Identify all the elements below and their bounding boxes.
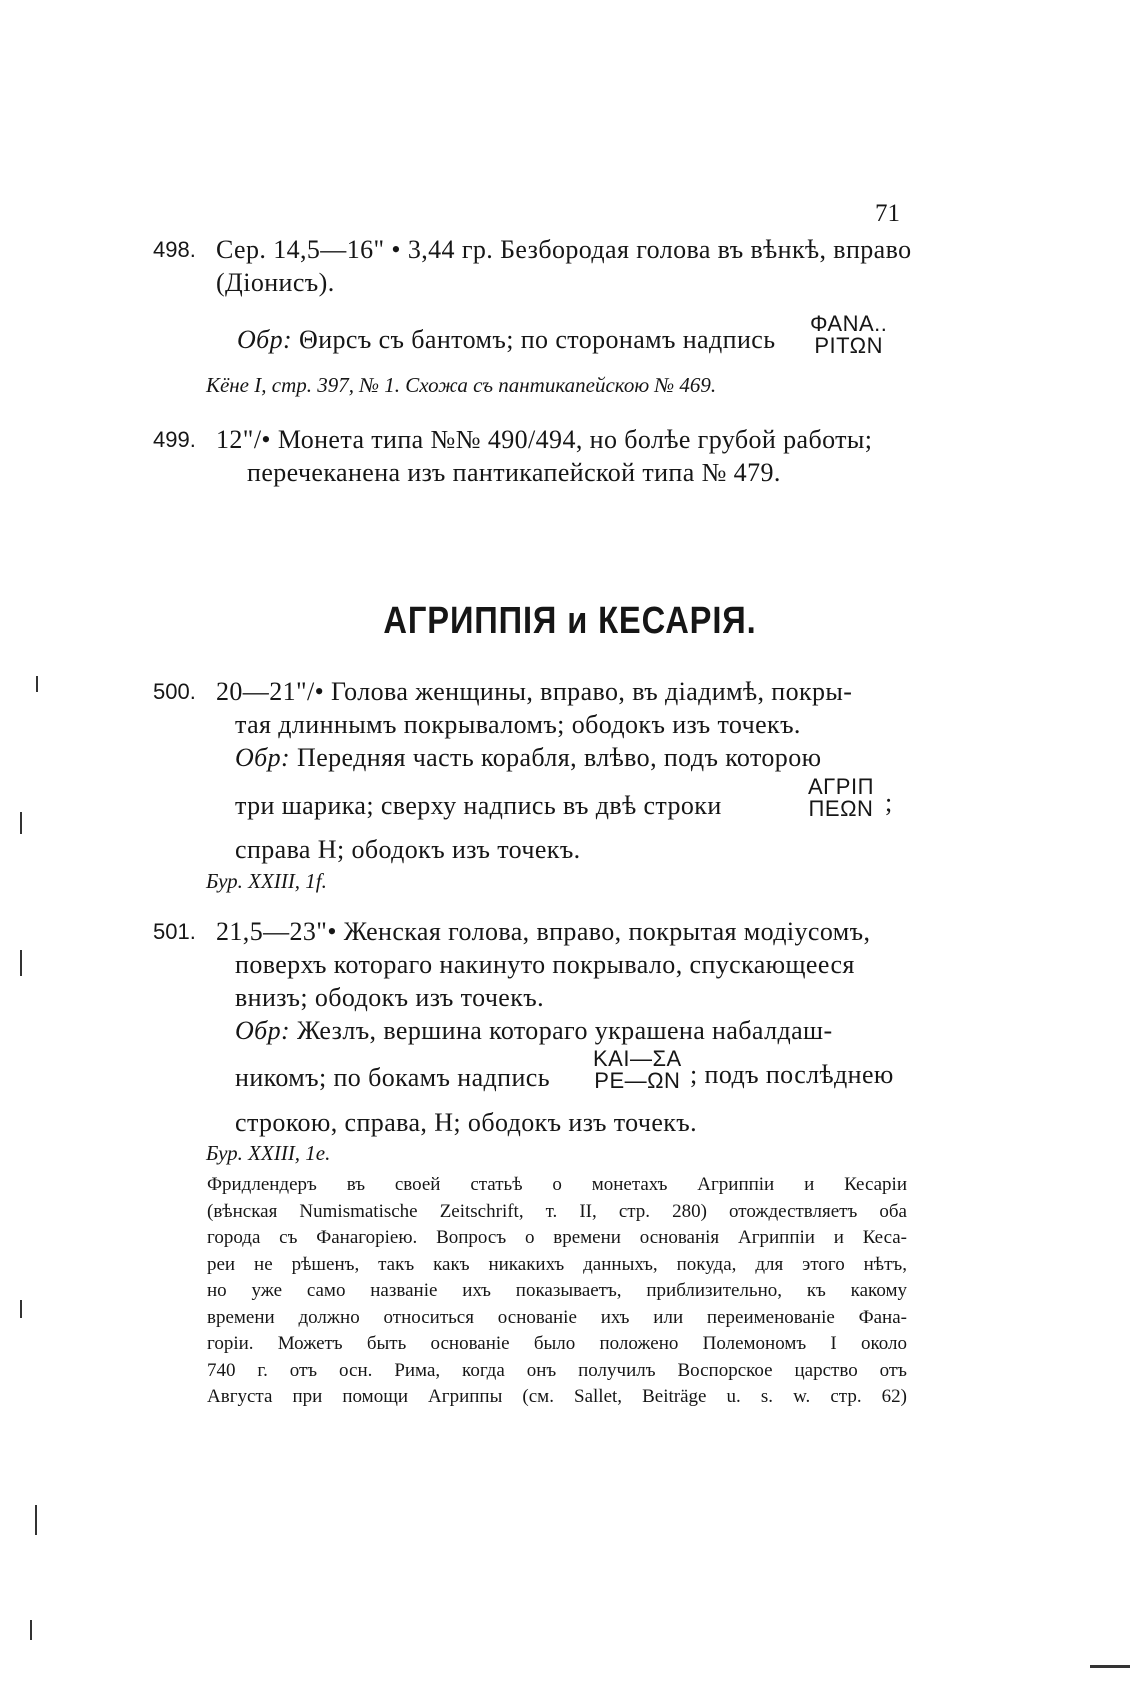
entry-text-line: справа Η; ободокъ изъ точекъ.: [235, 835, 581, 864]
reference-line: Бур. XXIII, 1e.: [206, 1141, 331, 1165]
footnote-line: (вѣнская Numismatische Zeitschrift, т. II, стр. 280) отождествляетъ оба: [207, 1200, 907, 1222]
reference-line: Бур. XXIII, 1f.: [206, 869, 327, 893]
scan-mark: [20, 1300, 22, 1318]
entry-text-line: перечеканена изъ пантикапейской типа № 479.: [247, 458, 781, 487]
entry-number: 501.: [153, 919, 196, 944]
footnote-line: Фридлендеръ въ своей статьѣ о монетахъ Агриппіи и Кесаріи: [207, 1174, 907, 1195]
legend-bottom-line: ΡΙΤΩΝ: [814, 333, 884, 358]
obverse-line: [235, 1016, 833, 1046]
entry-number: 498.: [153, 237, 196, 262]
obverse-label: Обр:: [235, 743, 291, 772]
scan-mark: [35, 1505, 37, 1535]
legend-top-line: ΚΑΙ—ΣΑ: [593, 1046, 682, 1071]
obverse-line: [237, 325, 775, 355]
entry-text-line: никомъ; по бокамъ надпись: [235, 1063, 550, 1092]
footnote-line: времени должно относиться основаніе ихъ или переименованіе Фана-: [207, 1306, 907, 1328]
greek-legend: [808, 776, 874, 820]
entry-text-line: 21,5—23"• Женская голова, вправо, покрытая модіусомъ,: [216, 917, 871, 946]
obverse-label: Обр:: [235, 1016, 291, 1045]
footnote: [207, 1172, 907, 1411]
obverse-text: Жезлъ, вершина котораго украшена набалдаш-: [297, 1016, 833, 1045]
reference-line: Кёне I, стр. 397, № 1. Схожа съ пантикапейскою № 469.: [206, 373, 717, 397]
greek-legend: [810, 313, 887, 357]
legend-top-line: ΑΓΡΙΠ: [808, 774, 874, 799]
footnote-line: реи не рѣшенъ, такъ какъ никакихъ данныхъ, покуда, для этого нѣтъ,: [207, 1253, 907, 1275]
legend-top-line: ΦΑΝΑ..: [810, 311, 888, 336]
entry-text-line: Сер. 14,5—16" • 3,44 гр. Безбородая голова въ вѣнкѣ, вправо: [216, 235, 912, 264]
footnote-line: но уже само названіе ихъ показываетъ, приблизительно, къ какому: [207, 1280, 907, 1301]
footnote-line: горіи. Можетъ быть основаніе было положено Полемономъ I около: [207, 1333, 907, 1354]
footnote-line: Августа при помощи Агриппы (см. Sallet, Beiträge u. s. w. стр. 62): [207, 1386, 907, 1407]
entry-text-line: тая длиннымъ покрываломъ; ободокъ изъ точекъ.: [235, 710, 801, 739]
greek-legend: [593, 1048, 682, 1092]
footnote-line: 740 г. отъ осн. Рима, когда онъ получилъ Воспорское царство отъ: [207, 1359, 907, 1381]
entry-number: 499.: [153, 427, 196, 452]
legend-suffix: ; подъ послѣднею: [690, 1060, 894, 1089]
scan-mark: [20, 812, 22, 834]
obverse-text: Передняя часть корабля, влѣво, подъ которою: [297, 743, 822, 772]
entry-text-line: три шарика; сверху надпись въ двѣ строки: [235, 791, 722, 820]
obverse-text: Θирсъ съ бантомъ; по сторонамъ надпись: [299, 325, 776, 354]
scan-mark: [36, 676, 38, 692]
scan-mark: [1090, 1665, 1130, 1668]
legend-bottom-line: ΡΕ—ΩΝ: [594, 1068, 681, 1093]
entry-text-line: строкою, справа, Η; ободокъ изъ точекъ.: [235, 1108, 698, 1137]
entry-text-line: 12"/• Монета типа №№ 490/494, но болѣе грубой работы;: [216, 425, 873, 454]
footnote-line: города съ Фанагоріею. Вопросъ о времени основанія Агриппіи и Кеса-: [207, 1227, 907, 1248]
entry-text-line: (Діонисъ).: [216, 268, 335, 297]
scan-mark: [20, 950, 22, 976]
legend-suffix: ;: [885, 788, 893, 817]
scan-mark: [30, 1620, 32, 1640]
entry-text-line: 20—21"/• Голова женщины, вправо, въ діадимѣ, покры-: [216, 677, 853, 706]
page-number: 71: [875, 200, 900, 227]
obverse-label: Обр:: [237, 325, 293, 354]
legend-bottom-line: ΠΕΩΝ: [808, 796, 874, 821]
entry-number: 500.: [153, 679, 196, 704]
obverse-line: [235, 743, 821, 773]
section-heading: АГРИППІЯ и КЕСАРІЯ.: [383, 600, 757, 642]
entry-text-line: поверхъ котораго накинуто покрывало, спускающееся: [235, 950, 855, 979]
entry-text-line: внизъ; ободокъ изъ точекъ.: [235, 983, 545, 1012]
